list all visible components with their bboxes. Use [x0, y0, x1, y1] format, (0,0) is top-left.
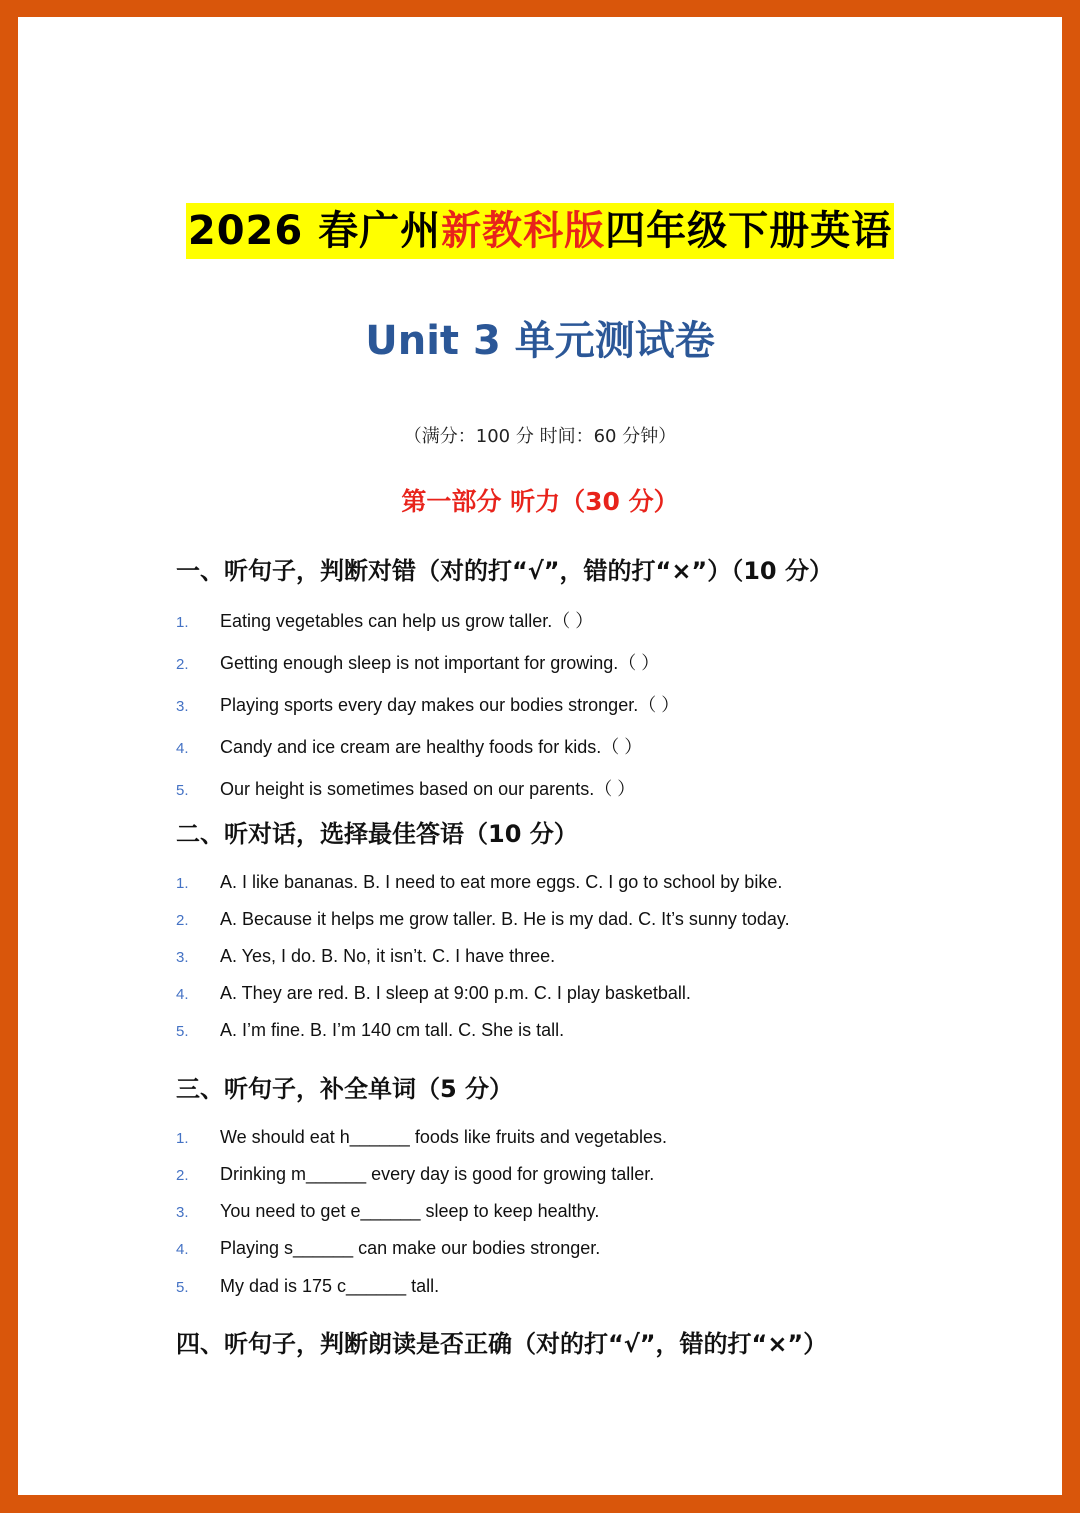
item-text: A. Because it helps me grow taller. B. He is my dad. C. It’s sunny today. — [220, 909, 790, 929]
list-item — [176, 691, 679, 719]
item-number: 3. — [176, 949, 189, 966]
item-text: Eating vegetables can help us grow taller.（ ） — [220, 611, 594, 631]
list-item — [176, 775, 635, 803]
item-number: 4. — [176, 740, 189, 757]
list-item — [176, 733, 642, 761]
list-item — [176, 1123, 667, 1151]
part-title: 第一部分 听力（30 分） — [401, 487, 679, 516]
item-number: 5. — [176, 782, 189, 799]
item-number: 2. — [176, 656, 189, 673]
list-item — [176, 649, 659, 677]
item-number: 3. — [176, 1204, 189, 1221]
title-part-grade-prefix: 2026 春广州 — [187, 208, 442, 254]
item-text: Drinking m______ every day is good for growing taller. — [220, 1164, 655, 1184]
list-item — [176, 607, 593, 635]
item-text: Playing s______ can make our bodies stronger. — [220, 1238, 601, 1258]
exam-page — [18, 17, 1062, 1495]
item-text: We should eat h______ foods like fruits and vegetables. — [220, 1127, 667, 1147]
item-number: 1. — [176, 614, 189, 631]
list-item — [176, 1160, 654, 1188]
list-item — [176, 1272, 439, 1300]
item-number: 5. — [176, 1023, 189, 1040]
item-number: 3. — [176, 698, 189, 715]
item-number: 5. — [176, 1279, 189, 1296]
unit-subtitle: Unit 3 单元测试卷 — [365, 318, 715, 364]
section-heading-4: 四、听句子，判断朗读是否正确（对的打“√”，错的打“×”） — [176, 1330, 828, 1358]
list-item — [176, 905, 790, 933]
score-time-info: （满分：100 分 时间：60 分钟） — [403, 426, 677, 447]
item-text: A. They are red. B. I sleep at 9:00 p.m. C. I play basketball. — [220, 983, 691, 1003]
title-part-subject: 四年级下册英语 — [605, 208, 893, 254]
section-heading-2: 二、听对话，选择最佳答语（10 分） — [176, 820, 578, 848]
item-text: Playing sports every day makes our bodies stronger.（ ） — [220, 695, 680, 715]
section-heading-1: 一、听句子，判断对错（对的打“√”，错的打“×”）（10 分） — [176, 557, 833, 585]
item-text: A. I’m fine. B. I’m 140 cm tall. C. She is tall. — [220, 1020, 565, 1040]
title-part-edition: 新教科版 — [441, 208, 606, 254]
item-number: 4. — [176, 986, 189, 1003]
list-item — [176, 979, 691, 1007]
item-text: You need to get e______ sleep to keep healthy. — [220, 1201, 600, 1221]
list-item — [176, 942, 555, 970]
list-item — [176, 868, 782, 896]
item-text: Our height is sometimes based on our parents.（ ） — [220, 779, 636, 799]
item-number: 2. — [176, 1167, 189, 1184]
exam-title — [186, 203, 894, 259]
item-text: Candy and ice cream are healthy foods for kids.（ ） — [220, 737, 643, 757]
item-text: Getting enough sleep is not important for growing.（ ） — [220, 653, 660, 673]
title-block — [18, 203, 1062, 259]
section-heading-3: 三、听句子，补全单词（5 分） — [176, 1075, 514, 1103]
item-number: 4. — [176, 1241, 189, 1258]
item-number: 2. — [176, 912, 189, 929]
item-number: 1. — [176, 875, 189, 892]
item-text: A. Yes, I do. B. No, it isn’t. C. I have three. — [220, 946, 556, 966]
list-item — [176, 1016, 564, 1044]
list-item — [176, 1197, 599, 1225]
item-text: My dad is 175 c______ tall. — [220, 1276, 440, 1296]
item-text: A. I like bananas. B. I need to eat more eggs. C. I go to school by bike. — [220, 872, 783, 892]
item-number: 1. — [176, 1130, 189, 1147]
list-item — [176, 1234, 600, 1262]
